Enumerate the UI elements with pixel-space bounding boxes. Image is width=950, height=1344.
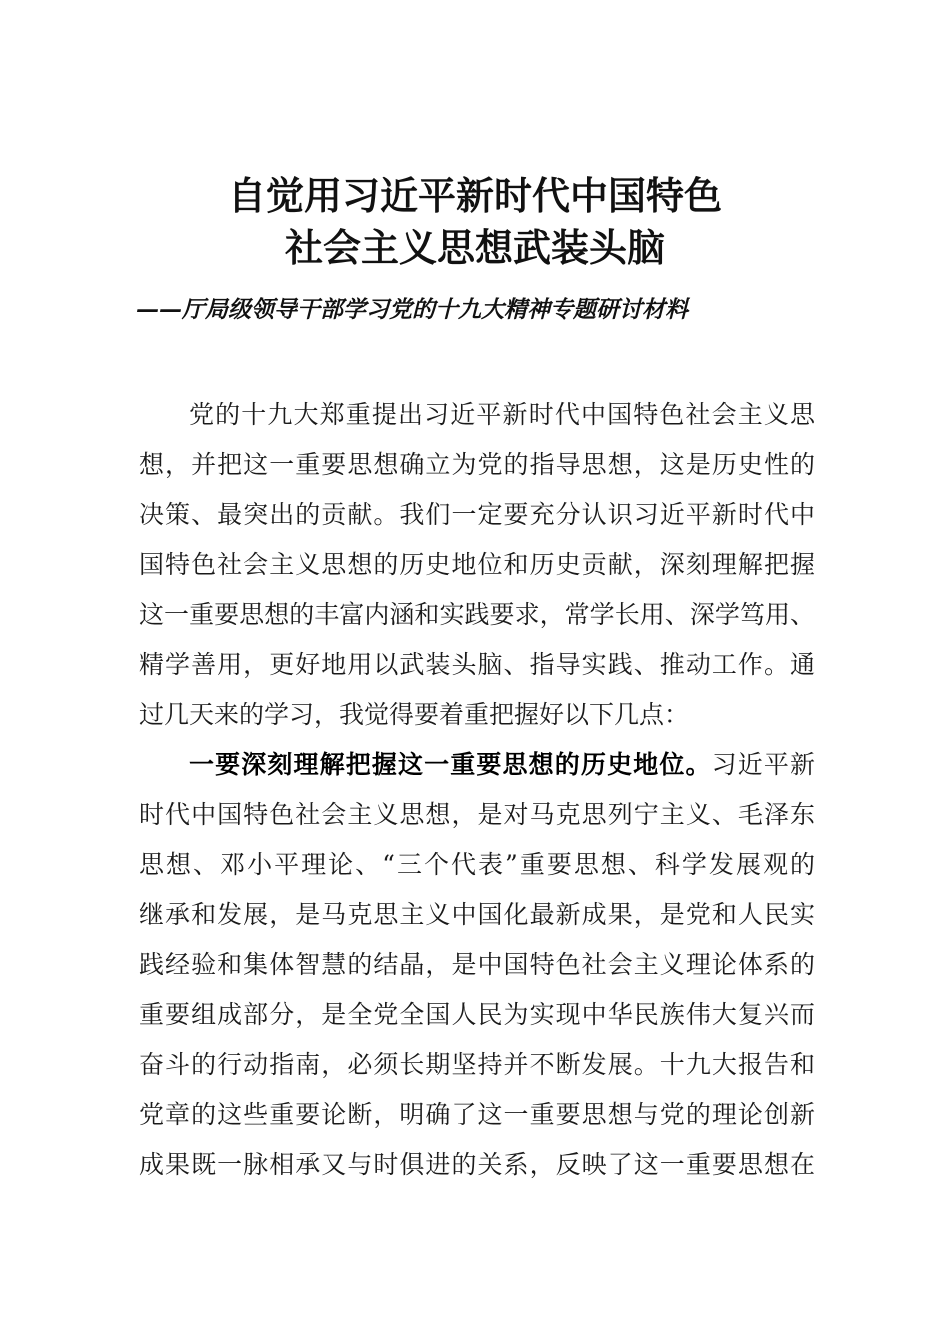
paragraph-2-first-rest: 习近平新 — [711, 750, 815, 779]
paragraph-2-first-line — [139, 740, 815, 790]
title-line-1: 自觉用习近平新时代中国特色 — [227, 173, 722, 218]
paragraph-1-line: 国特色社会主义思想的历史地位和历史贡献，深刻理解把握 — [139, 550, 815, 579]
paragraph-2-line: 思想、邓小平理论、“三个代表”重要思想、科学发展观的 — [139, 850, 815, 879]
paragraph-1-line: 精学善用，更好地用以武装头脑、指导实践、推动工作。通 — [139, 650, 815, 679]
document-subtitle: ——厅局级领导干部学习党的十九大精神专题研讨材料 — [136, 296, 688, 323]
paragraph-2-line: 继承和发展，是马克思主义中国化最新成果，是党和人民实 — [139, 900, 815, 929]
paragraph-1-line: 过几天来的学习，我觉得要着重把握好以下几点： — [139, 700, 690, 729]
paragraph-1-line: 党的十九大郑重提出习近平新时代中国特色社会主义思 — [189, 400, 815, 429]
paragraph-1-line: 想，并把这一重要思想确立为党的指导思想，这是历史性的 — [139, 450, 815, 479]
paragraph-2-line: 成果既一脉相承又与时俱进的关系，反映了这一重要思想在 — [139, 1150, 815, 1179]
document-title — [0, 170, 950, 274]
paragraph-2-line: 重要组成部分，是全党全国人民为实现中华民族伟大复兴而 — [139, 1000, 815, 1029]
paragraph-2-line: 党章的这些重要论断，明确了这一重要思想与党的理论创新 — [139, 1100, 815, 1129]
paragraph-2-lead: 一要深刻理解把握这一重要思想的历史地位。 — [189, 750, 712, 779]
paragraph-1-line: 决策、最突出的贡献。我们一定要充分认识习近平新时代中 — [139, 500, 815, 529]
paragraph-2-line: 时代中国特色社会主义思想，是对马克思列宁主义、毛泽东 — [139, 800, 815, 829]
title-line-2: 社会主义思想武装头脑 — [284, 225, 665, 270]
paragraph-2-line: 奋斗的行动指南，必须长期坚持并不断发展。十九大报告和 — [139, 1050, 815, 1079]
paragraph-1-line: 这一重要思想的丰富内涵和实践要求，常学长用、深学笃用、 — [139, 600, 815, 629]
paragraph-2-line: 践经验和集体智慧的结晶，是中国特色社会主义理论体系的 — [139, 950, 815, 979]
document-body — [139, 390, 815, 1190]
